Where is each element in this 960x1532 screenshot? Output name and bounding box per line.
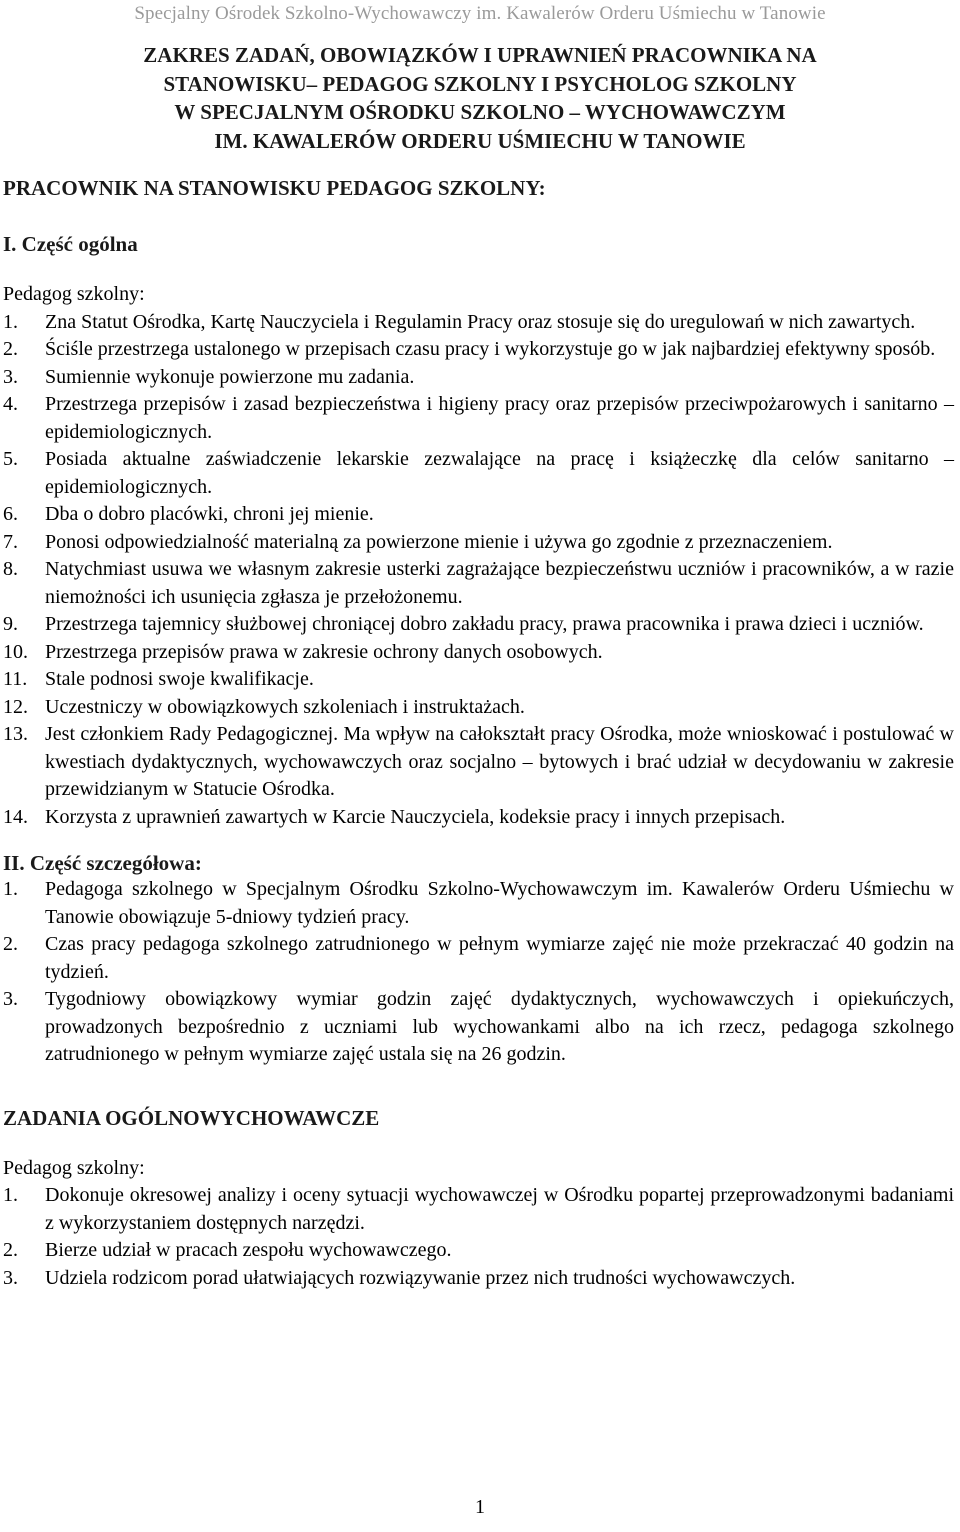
item-text: Przestrzega przepisów i zasad bezpieczeństwa i higieny pracy oraz przepisów przeciwpożarowych i sanitarno – epidemiologicznych. <box>45 393 954 443</box>
list-item <box>0 336 960 364</box>
list-item <box>0 446 960 501</box>
item-text: Stale podnosi swoje kwalifikacje. <box>45 668 314 690</box>
list-item <box>0 639 960 667</box>
list-item <box>0 309 960 337</box>
page-number: 1 <box>475 1496 485 1518</box>
item-text: Posiada aktualne zaświadczenie lekarskie zezwalające na pracę i książeczkę dla celów sanitarno – epidemiologicznych. <box>45 448 954 498</box>
title-line: ZAKRES ZADAŃ, OBOWIĄZKÓW I UPRAWNIEŃ PRACOWNIKA NA <box>143 43 817 67</box>
item-text: Sumiennie wykonuje powierzone mu zadania. <box>45 365 415 388</box>
list-item <box>0 529 960 557</box>
list-item <box>0 721 960 804</box>
section-lead: Pedagog szkolny: <box>3 1156 145 1179</box>
item-number: 8. <box>3 558 18 580</box>
item-text: Dba o dobro placówki, chroni jej mienie. <box>45 503 374 525</box>
item-number: 3. <box>3 988 18 1010</box>
item-text: Ściśle przestrzega ustalonego w przepisach czasu pracy i wykorzystuje go w jak najbardziej efektywny sposób. <box>45 338 936 360</box>
item-text: Przestrzega przepisów prawa w zakresie ochrony danych osobowych. <box>45 640 603 663</box>
general-tasks-list <box>0 1182 960 1292</box>
list-item <box>0 1182 960 1237</box>
list-item <box>0 364 960 392</box>
item-number: 10. <box>3 640 28 663</box>
item-text: Przestrzega tajemnicy służbowej chroniącej dobro zakładu pracy, prawa pracownika i prawa dzieci i uczniów. <box>45 613 924 635</box>
item-text: Udziela rodzicom porad ułatwiających rozwiązywanie przez nich trudności wychowawczych. <box>45 1266 796 1289</box>
section-heading-part2: II. Część szczegółowa: <box>3 851 202 875</box>
title-line: W SPECJALNYM OŚRODKU SZKOLNO – WYCHOWAWCZYM <box>174 100 786 124</box>
item-text: Uczestniczy w obowiązkowych szkoleniach i instruktażach. <box>45 695 525 718</box>
title-line: STANOWISKU– PEDAGOG SZKOLNY I PSYCHOLOG SZKOLNY <box>163 71 797 96</box>
title-line: IM. KAWALERÓW ORDERU UŚMIECHU W TANOWIE <box>214 128 746 153</box>
list-item <box>0 986 960 1069</box>
item-number: 6. <box>3 503 18 525</box>
item-number: 4. <box>3 393 18 415</box>
item-number: 5. <box>3 448 18 470</box>
item-number: 2. <box>3 933 18 955</box>
item-number: 14. <box>3 805 28 828</box>
position-heading: PRACOWNIK NA STANOWISKU PEDAGOG SZKOLNY: <box>3 176 546 200</box>
list-item <box>0 391 960 446</box>
item-number: 11. <box>3 668 28 690</box>
list-item <box>0 666 960 694</box>
list-item <box>0 1237 960 1265</box>
section-lead: Pedagog szkolny: <box>3 283 145 305</box>
section-heading-general-tasks: ZADANIA OGÓLNOWYCHOWAWCZE <box>3 1105 380 1130</box>
document-title <box>0 41 960 155</box>
item-text: Pedagoga szkolnego w Specjalnym Ośrodku Szkolno-Wychowawczym im. Kawalerów Orderu Uśmiechu w Tanowie obowiązuje 5-dniowy tydzień pracy. <box>45 878 954 928</box>
item-text: Czas pracy pedagoga szkolnego zatrudnionego w pełnym wymiarze zajęć nie może przekraczać 40 godzin na tydzień. <box>45 933 954 983</box>
list-item <box>0 556 960 611</box>
list-item <box>0 694 960 722</box>
list-item <box>0 876 960 931</box>
item-text: Jest członkiem Rady Pedagogicznej. Ma wpływ na całokształt pracy Ośrodka, może wnioskować i postulować w kwestiach dydaktycznych, wychowawczych oraz socjalno – bytowych i brać udział w decydowaniu w zakresie przewidzianym w Statucie Ośrodka. <box>45 723 954 800</box>
item-text: Dokonuje okresowej analizy i oceny sytuacji wychowawczej w Ośrodku popartej przeprowadzonymi badaniami z wykorzystaniem dostępnych narzędzi. <box>45 1184 954 1234</box>
list-item <box>0 611 960 639</box>
list-item <box>0 501 960 529</box>
item-number: 1. <box>3 878 18 900</box>
detailed-duties-list <box>0 876 960 1069</box>
item-number: 1. <box>3 310 18 333</box>
item-text: Natychmiast usuwa we własnym zakresie usterki zagrażające bezpieczeństwu uczniów i pracowników, a w razie niemożności ich usunięcia zgłasza je przełożonemu. <box>45 558 954 608</box>
item-text: Zna Statut Ośrodka, Kartę Nauczyciela i Regulamin Pracy oraz stosuje się do uregulowań w nich zawartych. <box>45 310 916 333</box>
item-number: 2. <box>3 1239 18 1261</box>
item-text: Ponosi odpowiedzialność materialną za powierzone mienie i używa go zgodnie z przeznaczeniem. <box>45 530 833 553</box>
item-number: 3. <box>3 365 18 388</box>
item-number: 7. <box>3 530 18 553</box>
item-number: 12. <box>3 695 28 718</box>
running-header: Specjalny Ośrodek Szkolno-Wychowawczy im. Kawalerów Orderu Uśmiechu w Tanowie <box>134 3 826 24</box>
list-item <box>0 804 960 832</box>
list-item <box>0 1265 960 1293</box>
general-duties-list <box>0 309 960 832</box>
list-item <box>0 931 960 986</box>
item-text: Tygodniowy obowiązkowy wymiar godzin zajęć dydaktycznych, wychowawczych i opiekuńczych, prowadzonych bezpośrednio z uczniami lub wychowankami albo na ich rzecz, pedagoga szkolnego zatrudnionego w pełnym wymiarze zajęć ustala się na 26 godzin. <box>45 988 954 1065</box>
item-number: 9. <box>3 613 18 635</box>
item-text: Korzysta z uprawnień zawartych w Karcie Nauczyciela, kodeksie pracy i innych przepisach. <box>45 805 786 828</box>
item-number: 1. <box>3 1184 18 1206</box>
item-number: 3. <box>3 1266 18 1289</box>
item-text: Bierze udział w pracach zespołu wychowawczego. <box>45 1239 452 1261</box>
item-number: 2. <box>3 338 18 360</box>
section-heading-part1: I. Część ogólna <box>3 232 138 256</box>
item-number: 13. <box>3 723 28 745</box>
